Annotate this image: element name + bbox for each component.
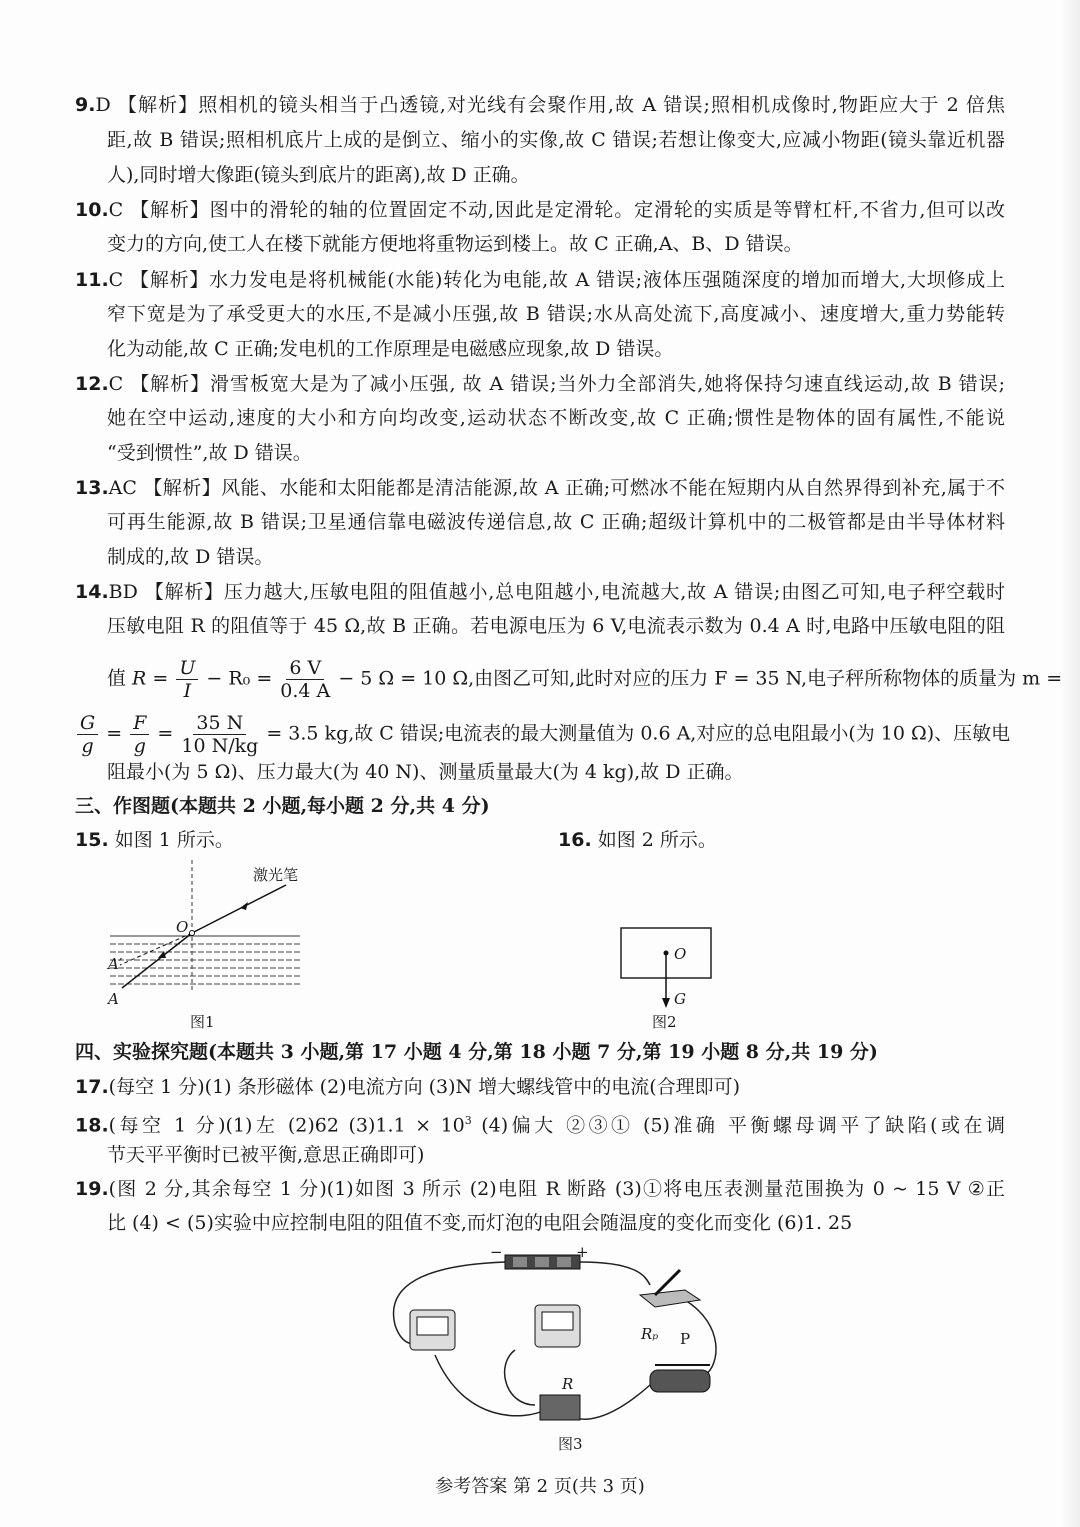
answer-text: C 【解析】水力发电是将机械能(水能)转化为电能,故 A 错误;液体压强随深度的增加而增大,大坝修成上	[108, 269, 1005, 291]
answer-line	[75, 197, 1005, 223]
text: − 5 Ω = 10 Ω,由图乙可知,此时对应的压力 F = 35 N,电子秤所称物体的质量为 m =	[332, 667, 1063, 690]
answer-text: 制成的,故 D 错误。	[107, 546, 274, 568]
answer-text: C 【解析】滑雪板宽大是为了减小压强, 故 A 错误;当外力全部消失,她将保持匀速直线运动,故 B 错误;	[108, 373, 1005, 395]
question-number: 18.	[75, 1114, 109, 1137]
label-a: A	[108, 990, 119, 1008]
question-number: 19.	[75, 1178, 109, 1200]
denominator: I	[183, 680, 192, 702]
answer-line	[107, 162, 1005, 188]
denominator: g	[81, 735, 94, 757]
label-p: P	[680, 1330, 691, 1348]
label-a-prime: A′	[108, 955, 123, 973]
answer-text: C 【解析】图中的滑轮的轴的位置固定不动,因此是定滑轮。定滑轮的实质是等臂杠杆,不省力,但可以改	[108, 199, 1005, 221]
exponent: 3	[464, 1114, 472, 1127]
answer-text: 她在空中运动,速度的大小和方向均改变,运动状态不断改变,故 C 正确;惯性是物体的固有属性,不能说	[107, 407, 1005, 429]
answer-text: (图 2 分,其余每空 1 分)(1)如图 3 所示 (2)电阻 R 断路 (3)①将电压表测量范围换为 0 ~ 15 V ②正	[108, 1178, 1005, 1200]
answer-text: D 【解析】照相机的镜头相当于凸透镜,对光线有会聚作用,故 A 错误;照相机成像时,物距应大于 2 倍焦	[95, 94, 1005, 116]
answer-line	[107, 336, 1005, 362]
answer-text: 人),同时增大像距(镜头到底片的距离),故 D 正确。	[107, 164, 530, 186]
answer-text: (4)偏大 ②③① (5)准确 平衡螺母调平了缺陷(或在调	[471, 1114, 1005, 1137]
answer-line	[75, 92, 1005, 118]
question-number: 14.	[75, 581, 109, 603]
figure-2-caption: 图2	[652, 1013, 677, 1031]
eq: =	[146, 667, 175, 690]
figure-1-caption: 图1	[190, 1013, 215, 1031]
answer-line	[107, 127, 1005, 153]
eq: =	[100, 722, 129, 745]
label-plus: +	[576, 1243, 589, 1261]
numerator: 35 N	[193, 712, 246, 735]
numerator: F	[130, 712, 149, 735]
fraction-u-over-i	[176, 657, 198, 702]
answer-text: 变力的方向,使工人在楼下就能方便地将重物运到楼上。故 C 正确,A、B、D 错误。	[107, 233, 803, 255]
page-footer: 参考答案 第 2 页(共 3 页)	[435, 1476, 645, 1497]
figure-2-gravity	[615, 920, 725, 1020]
question-number: 16.	[558, 829, 592, 851]
text: − R₀ =	[200, 667, 279, 690]
question-number: 17.	[75, 1076, 109, 1098]
question-number: 10.	[75, 199, 109, 221]
question-number: 12.	[75, 373, 109, 395]
label-r: R	[562, 1375, 574, 1393]
answer-line	[107, 613, 1005, 639]
label-minus: −	[490, 1243, 503, 1261]
answer-text: 节天平平衡时已被平衡,意思正确即可)	[107, 1144, 425, 1166]
fraction-35n	[181, 712, 258, 757]
denominator: g	[133, 735, 146, 757]
denominator: 10 N/kg	[181, 735, 259, 757]
answer-text: 距,故 B 错误;照相机底片上成的是倒立、缩小的实像,故 C 错误;若想让像变大,应减小物距(镜头靠近机器	[107, 129, 1005, 151]
numerator: 6 V	[286, 657, 324, 680]
page-edge	[1058, 0, 1080, 1527]
figure-3-circuit	[385, 1245, 725, 1435]
answer-text: 如图 2 所示。	[597, 829, 717, 851]
answer-line	[107, 544, 1005, 570]
answer-text: 窄下宽是为了承受更大的水压,不是减小压强,故 B 错误;水从高处流下,高度减小、速度增大,重力势能转	[107, 303, 1005, 325]
fraction-f	[130, 712, 149, 757]
eq: =	[151, 722, 180, 745]
text: 值	[107, 667, 133, 690]
text: = 3.5 kg,故 C 错误;电流表的最大测量值为 0.6 A,对应的总电阻最小(为 10 Ω)、压敏电	[260, 722, 1011, 745]
answer-text: (每空 1 分)(1)左 (2)62 (3)1.1 × 10	[108, 1114, 465, 1137]
numerator: G	[77, 712, 98, 735]
label-g: G	[674, 990, 686, 1008]
answer-line	[107, 301, 1005, 327]
label-o: O	[674, 945, 687, 963]
answer-text: AC 【解析】风能、水能和太阳能都是清洁能源,故 A 正确;可燃冰不能在短期内从自然界得到补充,属于不	[108, 477, 1005, 499]
answer-text: 比 (4) < (5)实验中应控制电阻的阻值不变,而灯泡的电阻会随温度的变化而变化 (6)1. 25	[107, 1212, 853, 1234]
answer-text: BD 【解析】压力越大,压敏电阻的阻值越小,总电阻越小,电流越大,故 A 错误;由图乙可知,电子秤空载时	[108, 581, 1005, 603]
answer-line	[107, 231, 1005, 257]
question-number: 11.	[75, 269, 109, 291]
answer-line	[75, 579, 1005, 605]
label-rp: Rₚ	[641, 1325, 659, 1343]
answer-line	[107, 405, 1005, 431]
answer-text: (每空 1 分)(1) 条形磁体 (2)电流方向 (3)N 增大螺线管中的电流(合理即可)	[108, 1076, 741, 1098]
answer-text: 压敏电阻 R 的阻值等于 45 Ω,故 B 正确。若电源电压为 6 V,电流表示数为 0.4 A 时,电路中压敏电阻的阻	[107, 615, 1005, 637]
figure-3-caption: 图3	[558, 1435, 583, 1453]
section-heading-drawing: 三、作图题(本题共 2 小题,每小题 2 分,共 4 分)	[75, 795, 490, 817]
answer-text: “受到惯性”,故 D 错误。	[107, 442, 312, 464]
formula-line-1	[107, 657, 1063, 702]
answer-text: 化为动能,故 C 正确;发电机的工作原理是电磁感应现象,故 D 错误。	[107, 338, 674, 360]
answer-line	[75, 267, 1005, 293]
fraction-6v-over-04a	[280, 657, 330, 702]
numerator: U	[176, 657, 198, 680]
var-r: R	[132, 667, 147, 690]
question-number: 13.	[75, 477, 109, 499]
fraction-g	[77, 712, 98, 757]
answer-line	[107, 440, 1005, 466]
answer-line	[107, 509, 1005, 535]
formula-line-2	[75, 712, 1011, 757]
label-o: O	[176, 918, 189, 936]
question-number: 9.	[75, 94, 96, 116]
question-number: 15.	[75, 829, 109, 851]
label-laser-pen: 激光笔	[253, 866, 299, 884]
answer-text: 如图 1 所示。	[114, 829, 234, 851]
answer-text: 可再生能源,故 B 错误;卫星通信靠电磁波传递信息,故 C 正确;超级计算机中的二极管都是由半导体材料	[107, 511, 1005, 533]
section-heading-experiment: 四、实验探究题(本题共 3 小题,第 17 小题 4 分,第 18 小题 7 分,第 19 小题 8 分,共 19 分)	[75, 1041, 878, 1063]
answer-line	[75, 475, 1005, 501]
denominator: 0.4 A	[280, 680, 331, 702]
answer-line: 阻最小(为 5 Ω)、压力最大(为 40 N)、测量质量最大(为 4 kg),故 D 正确。	[107, 761, 744, 783]
answer-line	[75, 371, 1005, 397]
